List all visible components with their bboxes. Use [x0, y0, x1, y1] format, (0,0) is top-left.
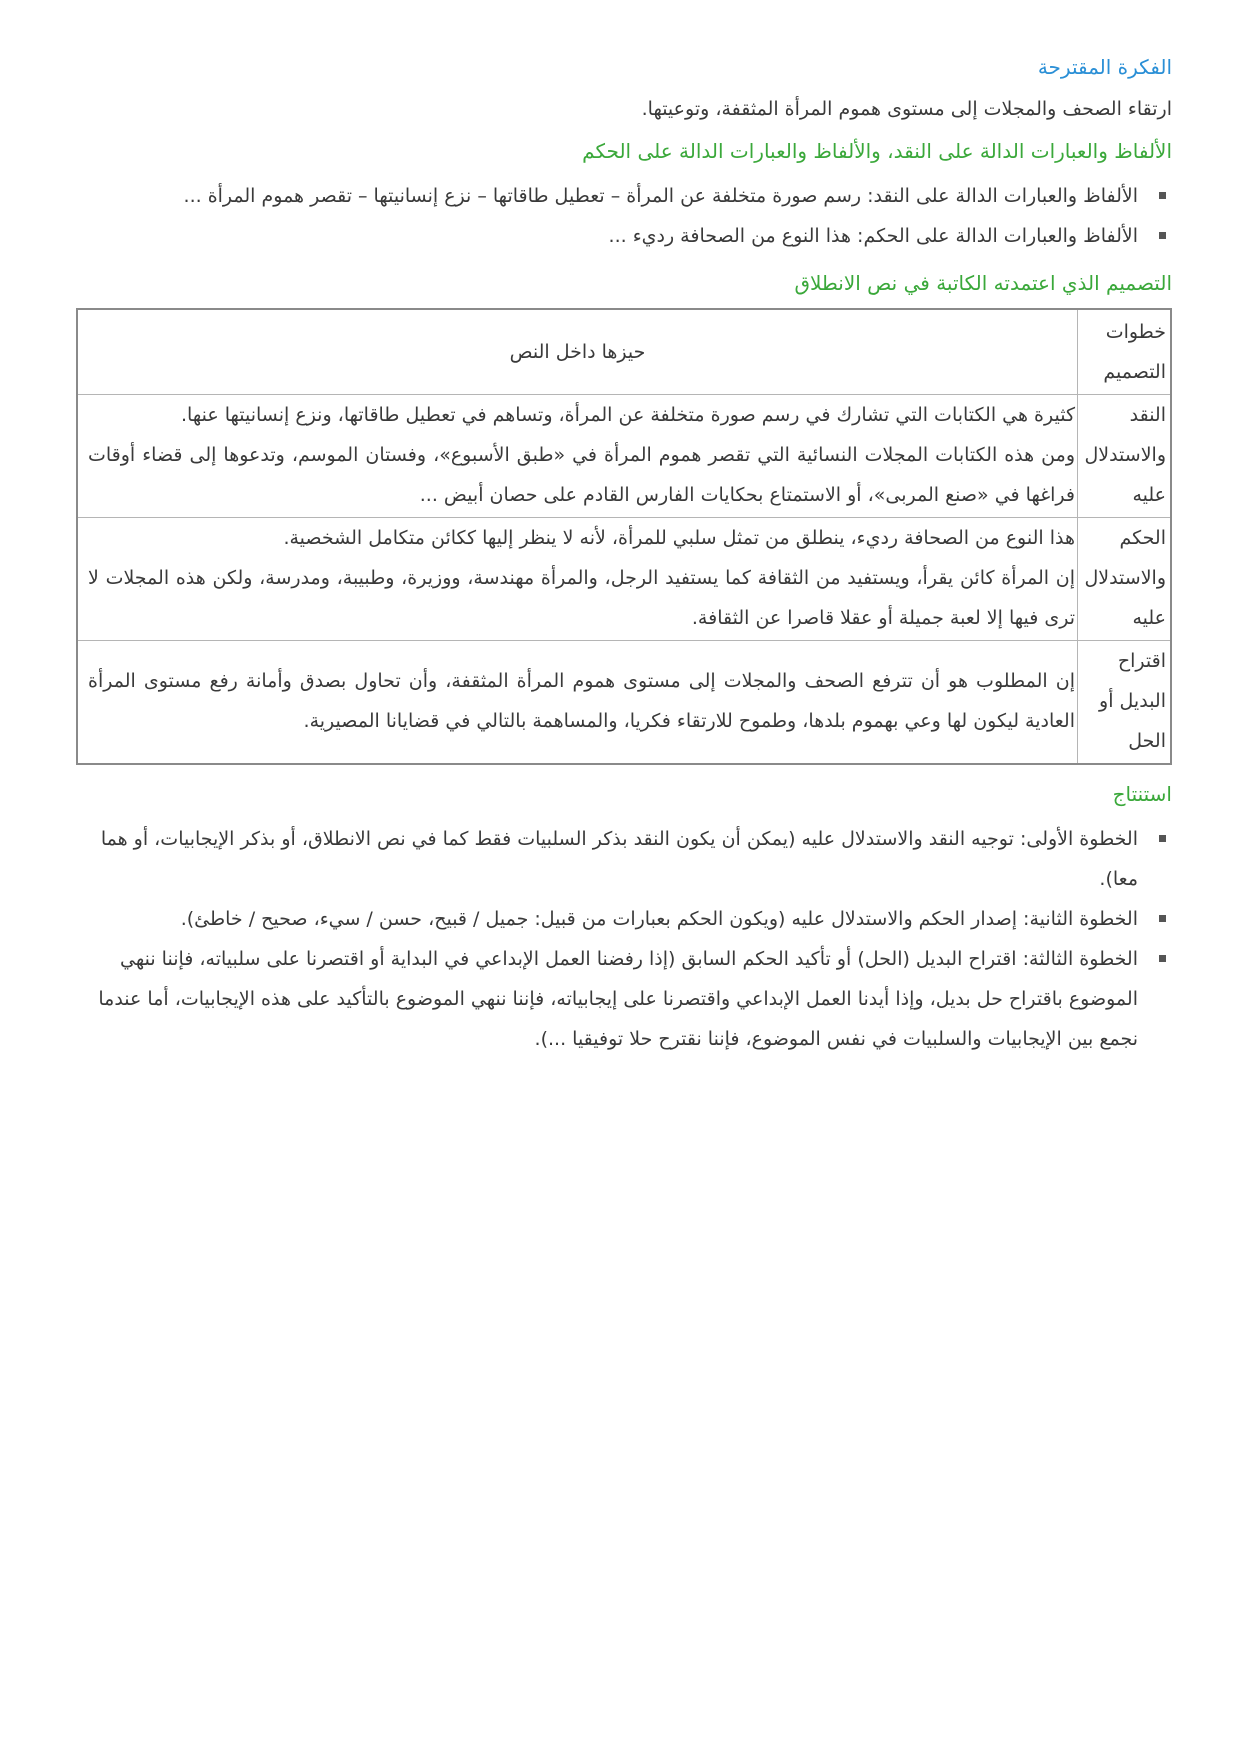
- row-text-line: هذا النوع من الصحافة رديء، ينطلق من تمثل سلبي للمرأة، لأنه لا ينظر إليها ككائن متكامل الشخصية.: [283, 527, 1075, 549]
- expressions-item-judgment: الألفاظ والعبارات الدالة على الحكم: هذا النوع من الصحافة رديء ...: [76, 216, 1172, 256]
- table-row: [77, 641, 1171, 765]
- table-row: [77, 518, 1171, 641]
- row-step-judgment: الحكم والاستدلال عليه: [1078, 518, 1172, 641]
- conclusion-step-2: الخطوة الثانية: إصدار الحكم والاستدلال عليه (ويكون الحكم بعبارات من قبيل: جميل / قبيح، حسن / سيء، صحيح / خاطئ).: [76, 899, 1172, 939]
- row-step-critique: النقد والاستدلال عليه: [1078, 395, 1172, 518]
- row-text-critique: [77, 395, 1078, 518]
- idea-heading: الفكرة المقترحة: [1037, 55, 1172, 79]
- row-step-alternative: اقتراح البديل أو الحل: [1078, 641, 1172, 765]
- row-text-line: إن المرأة كائن يقرأ، ويستفيد من الثقافة كما يستفيد الرجل، والمرأة مهندسة، ووزيرة، وطبيبة، ومدرسة، ولكن هذه المجلات لا ترى فيها إلا لعبة جميلة أو عقلا قاصرا عن الثقافة.: [88, 567, 1075, 629]
- row-text-line: ومن هذه الكتابات المجلات النسائية التي تقصر هموم المرأة في «طبق الأسبوع»، وفستان الموسم، وتدعوها إلى قضاء أوقات فراغها في «صنع المربى»، أو الاستمتاع بحكايات الفارس القادم على حصان أبيض ...: [88, 444, 1075, 506]
- design-table: [76, 308, 1172, 765]
- row-text-line: كثيرة هي الكتابات التي تشارك في رسم صورة متخلفة عن المرأة، وتساهم في تعطيل طاقاتها، ونزع إنسانيتها عنها.: [181, 404, 1075, 426]
- expressions-item-critique: الألفاظ والعبارات الدالة على النقد: رسم صورة متخلفة عن المرأة – تعطيل طاقاتها – نزع إنسانيتها – تقصر هموم المرأة ...: [76, 176, 1172, 216]
- design-heading: التصميم الذي اعتمدته الكاتبة في نص الانطلاق: [794, 271, 1172, 295]
- row-text-alternative: [77, 641, 1078, 765]
- row-text-line: إن المطلوب هو أن تترفع الصحف والمجلات إلى مستوى هموم المرأة المثقفة، وأن تحاول بصدق وأمانة رفع مستوى المرأة العادية ليكون لها وعي بهموم بلدها، وطموح للارتقاء فكريا، والمساهمة بالتالي في قضايانا المصيرية.: [88, 670, 1075, 732]
- table-row: [77, 395, 1171, 518]
- expressions-heading: الألفاظ والعبارات الدالة على النقد، والألفاظ والعبارات الدالة على الحكم: [582, 139, 1172, 163]
- table-header-row: [77, 309, 1171, 395]
- conclusion-list: [76, 819, 1172, 1059]
- expressions-list: [76, 176, 1172, 256]
- header-steps: خطوات التصميم: [1078, 309, 1172, 395]
- document-content: [76, 52, 1172, 1071]
- row-text-judgment: [77, 518, 1078, 641]
- conclusion-heading: استنتاج: [1112, 782, 1172, 806]
- header-space: حيزها داخل النص: [77, 309, 1078, 395]
- conclusion-step-1: الخطوة الأولى: توجيه النقد والاستدلال عليه (يمكن أن يكون النقد بذكر السلبيات فقط كما في نص الانطلاق، أو بذكر الإيجابيات، أو هما معا).: [76, 819, 1172, 899]
- conclusion-step-3: الخطوة الثالثة: اقتراح البديل (الحل) أو تأكيد الحكم السابق (إذا رفضنا العمل الإبداعي في البداية أو اقتصرنا على سلبياته، فإننا ننهي الموضوع باقتراح حل بديل، وإذا أيدنا العمل الإبداعي واقتصرنا على إيجابياته، فإننا ننهي الموضوع بالتأكيد على هذه الإيجابيات، أما عندما نجمع بين الإيجابيات والسلبيات في نفس الموضوع، فإننا نقترح حلا توفيقيا ...).: [76, 939, 1172, 1059]
- idea-text: ارتقاء الصحف والمجلات إلى مستوى هموم المرأة المثقفة، وتوعيتها.: [641, 98, 1172, 120]
